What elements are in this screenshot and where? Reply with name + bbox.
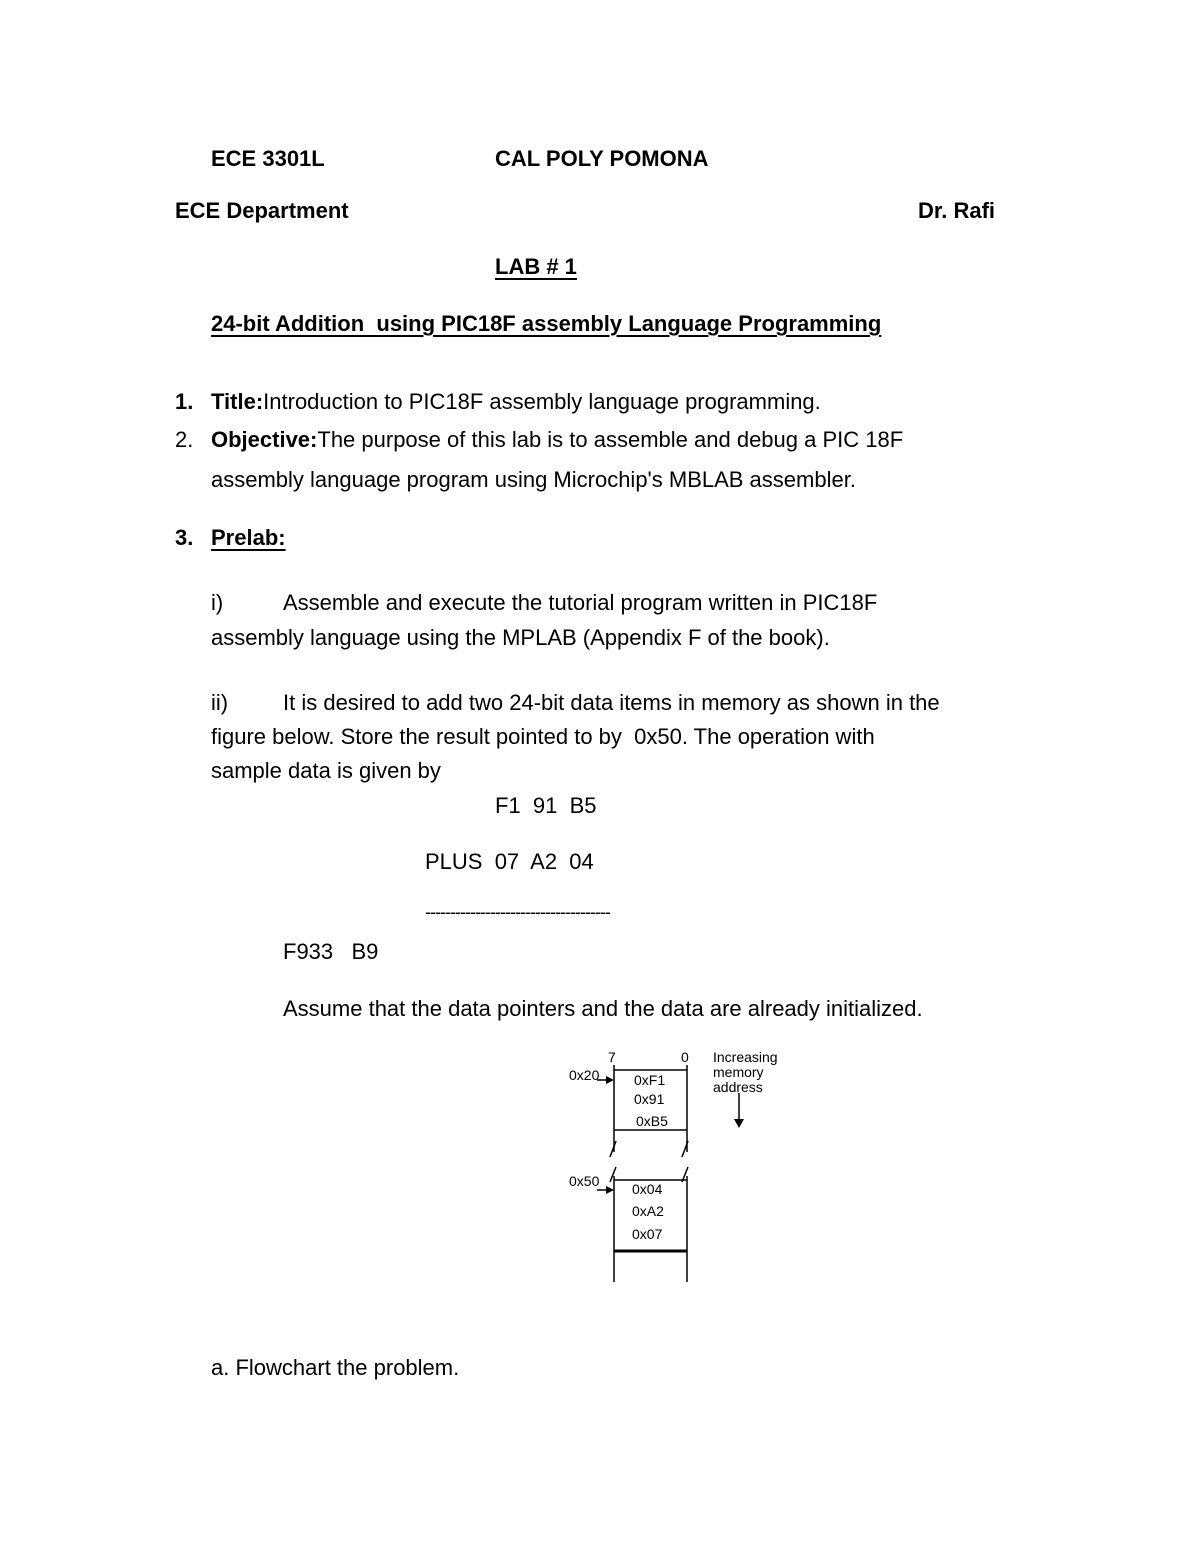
- lab-title: 24-bit Addition using PIC18F assembly Language Programming: [211, 311, 882, 336]
- note-line-2: memory: [713, 1064, 764, 1080]
- instructor: Dr. Rafi: [918, 198, 996, 223]
- assumption-text: Assume that the data pointers and the data are already initialized.: [283, 996, 923, 1021]
- arrow-head-down: [734, 1119, 744, 1128]
- note-line-3: address: [713, 1079, 763, 1095]
- arrow-head-0x50: [606, 1186, 614, 1194]
- memory-cell: 0xA2: [632, 1203, 664, 1219]
- memory-cell: 0x07: [632, 1226, 663, 1242]
- operand-2: PLUS 07 A2 04: [425, 849, 594, 874]
- item-1-number: 1.: [175, 389, 194, 414]
- memory-cell: 0xF1: [634, 1072, 666, 1088]
- break-mark: [610, 1167, 616, 1182]
- prelab-ii-line-1: It is desired to add two 24-bit data items in memory as shown in the: [283, 690, 940, 715]
- item-2-number: 2.: [175, 427, 194, 452]
- item-2-text-1: The purpose of this lab is to assemble and debug a PIC 18F: [317, 427, 904, 452]
- item-2-line-2: assembly language program using Microchip's MBLAB assembler.: [211, 467, 856, 492]
- bit-0-label: 0: [681, 1049, 689, 1065]
- course-code: ECE 3301L: [211, 146, 325, 171]
- pointer-0x50: 0x50: [569, 1173, 600, 1189]
- break-mark: [682, 1167, 688, 1182]
- item-1-text: Introduction to PIC18F assembly language programming.: [263, 389, 821, 414]
- prelab-ii-line-3: sample data is given by: [211, 758, 441, 783]
- arrow-head-0x20: [606, 1076, 614, 1084]
- bit-7-label: 7: [608, 1049, 616, 1065]
- item-3-label: Prelab:: [211, 525, 286, 550]
- prelab-i-line-2: assembly language using the MPLAB (Appendix F of the book).: [211, 625, 830, 650]
- memory-cell: 0x04: [632, 1181, 663, 1197]
- prelab-i-marker: i): [211, 590, 224, 615]
- break-mark: [682, 1141, 688, 1157]
- item-2-label: Objective:: [211, 427, 318, 452]
- item-2-line-1: [211, 429, 903, 451]
- item-1-line: [211, 391, 821, 413]
- prelab-ii-line-2: figure below. Store the result pointed to by 0x50. The operation with: [211, 724, 875, 749]
- department: ECE Department: [175, 198, 349, 223]
- lab-number: LAB # 1: [495, 254, 577, 279]
- item-1-label: Title:: [211, 389, 264, 414]
- sum-result: F933 B9: [283, 939, 379, 964]
- note-line-1: Increasing: [713, 1049, 778, 1065]
- task-a: a. Flowchart the problem.: [211, 1355, 460, 1380]
- school-name: CAL POLY POMONA: [495, 146, 709, 171]
- memory-cell: 0xB5: [636, 1113, 668, 1129]
- operand-1: F1 91 B5: [495, 793, 597, 818]
- break-mark: [610, 1141, 616, 1157]
- memory-cell: 0x91: [634, 1091, 665, 1107]
- prelab-i-line-1: Assemble and execute the tutorial program written in PIC18F: [283, 590, 878, 615]
- prelab-ii-marker: ii): [211, 690, 229, 715]
- item-3-number: 3.: [175, 525, 194, 550]
- sum-rule: -------------------------------------: [425, 902, 610, 922]
- pointer-0x20: 0x20: [569, 1067, 600, 1083]
